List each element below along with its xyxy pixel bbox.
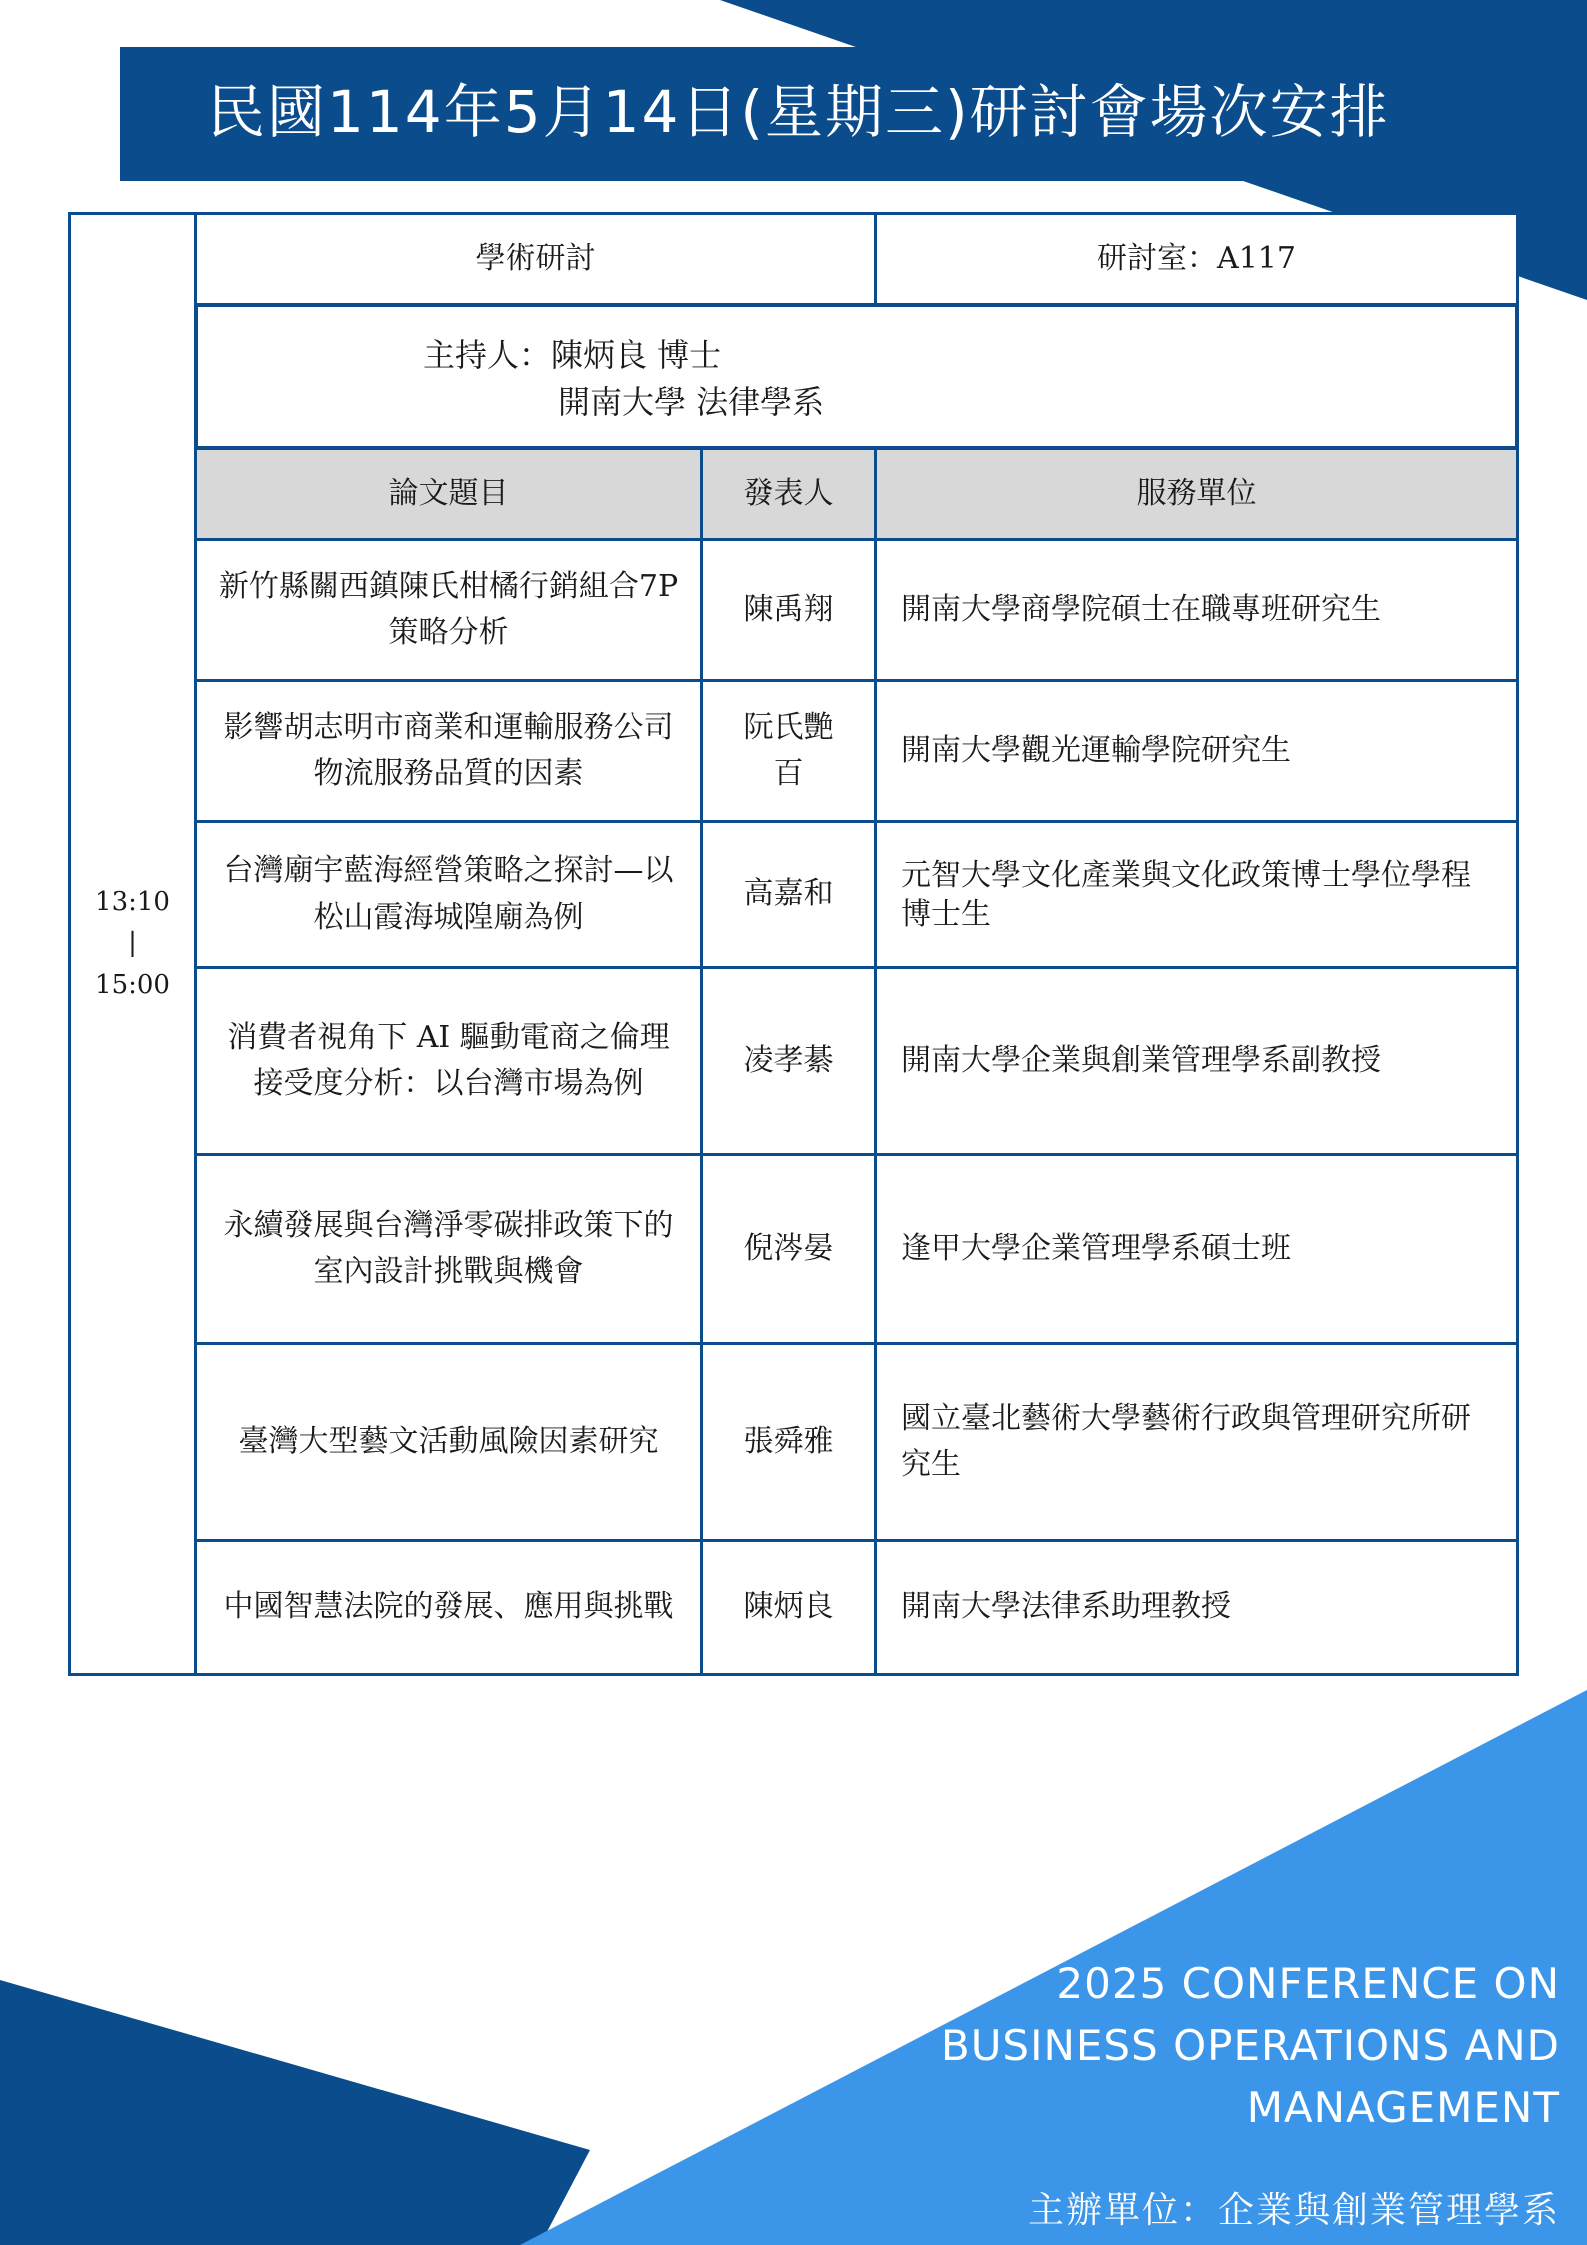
paper-title: 台灣廟宇藍海經營策略之探討—以松山霞海城隍廟為例 xyxy=(194,820,703,969)
presenter: 高嘉和 xyxy=(700,820,877,969)
chair-box xyxy=(194,303,1519,450)
bottom-left-navy-shape xyxy=(0,1980,590,2245)
paper-title: 中國智慧法院的發展、應用與挑戰 xyxy=(194,1539,703,1676)
paper-title: 影響胡志明市商業和運輸服務公司物流服務品質的因素 xyxy=(194,679,703,823)
session-room: 研討室：A117 xyxy=(874,212,1519,306)
presenter: 張舜雅 xyxy=(700,1342,877,1542)
page-title: 民國114年5月14日(星期三)研討會場次安排 xyxy=(207,78,1390,146)
organizer-label: 主辦單位：企業與創業管理學系 xyxy=(1027,2190,1560,2231)
presenter: 陳炳良 xyxy=(700,1539,877,1676)
time-separator: | xyxy=(128,928,137,959)
time-end: 15:00 xyxy=(95,969,170,1000)
affiliation: 開南大學法律系助理教授 xyxy=(874,1539,1519,1676)
chair-affiliation: 開南大學 法律學系 xyxy=(558,383,825,421)
time-cell xyxy=(68,212,197,1676)
conference-line-1: 2025 CONFERENCE ON xyxy=(1056,1959,1560,2008)
paper-title: 消費者視角下 AI 驅動電商之倫理接受度分析：以台灣市場為例 xyxy=(194,966,703,1156)
chair-name: 主持人：陳炳良 博士 xyxy=(423,336,722,374)
affiliation: 元智大學文化產業與文化政策博士學位學程博士生 xyxy=(874,820,1519,969)
header-presenter: 發表人 xyxy=(700,447,877,541)
affiliation: 開南大學企業與創業管理學系副教授 xyxy=(874,966,1519,1156)
presenter: 阮氏艷百 xyxy=(700,679,877,823)
presenter: 陳禹翔 xyxy=(700,538,877,682)
presenter: 凌孝綦 xyxy=(700,966,877,1156)
affiliation: 開南大學觀光運輸學院研究生 xyxy=(874,679,1519,823)
header-title: 論文題目 xyxy=(194,447,703,541)
conference-line-2: BUSINESS OPERATIONS AND xyxy=(940,2021,1560,2070)
affiliation: 開南大學商學院碩士在職專班研究生 xyxy=(874,538,1519,682)
conference-line-3: MANAGEMENT xyxy=(1246,2083,1560,2132)
affiliation: 國立臺北藝術大學藝術行政與管理研究所研究生 xyxy=(874,1342,1519,1542)
affiliation: 逢甲大學企業管理學系碩士班 xyxy=(874,1153,1519,1345)
header-affiliation: 服務單位 xyxy=(874,447,1519,541)
time-start: 13:10 xyxy=(95,886,170,917)
paper-title: 永續發展與台灣淨零碳排政策下的室內設計挑戰與機會 xyxy=(194,1153,703,1345)
paper-title: 新竹縣關西鎮陳氏柑橘行銷組合7P策略分析 xyxy=(194,538,703,682)
conference-name xyxy=(941,1953,1560,2139)
session-name: 學術研討 xyxy=(194,212,877,306)
paper-title: 臺灣大型藝文活動風險因素研究 xyxy=(194,1342,703,1542)
presenter: 倪涔晏 xyxy=(700,1153,877,1345)
